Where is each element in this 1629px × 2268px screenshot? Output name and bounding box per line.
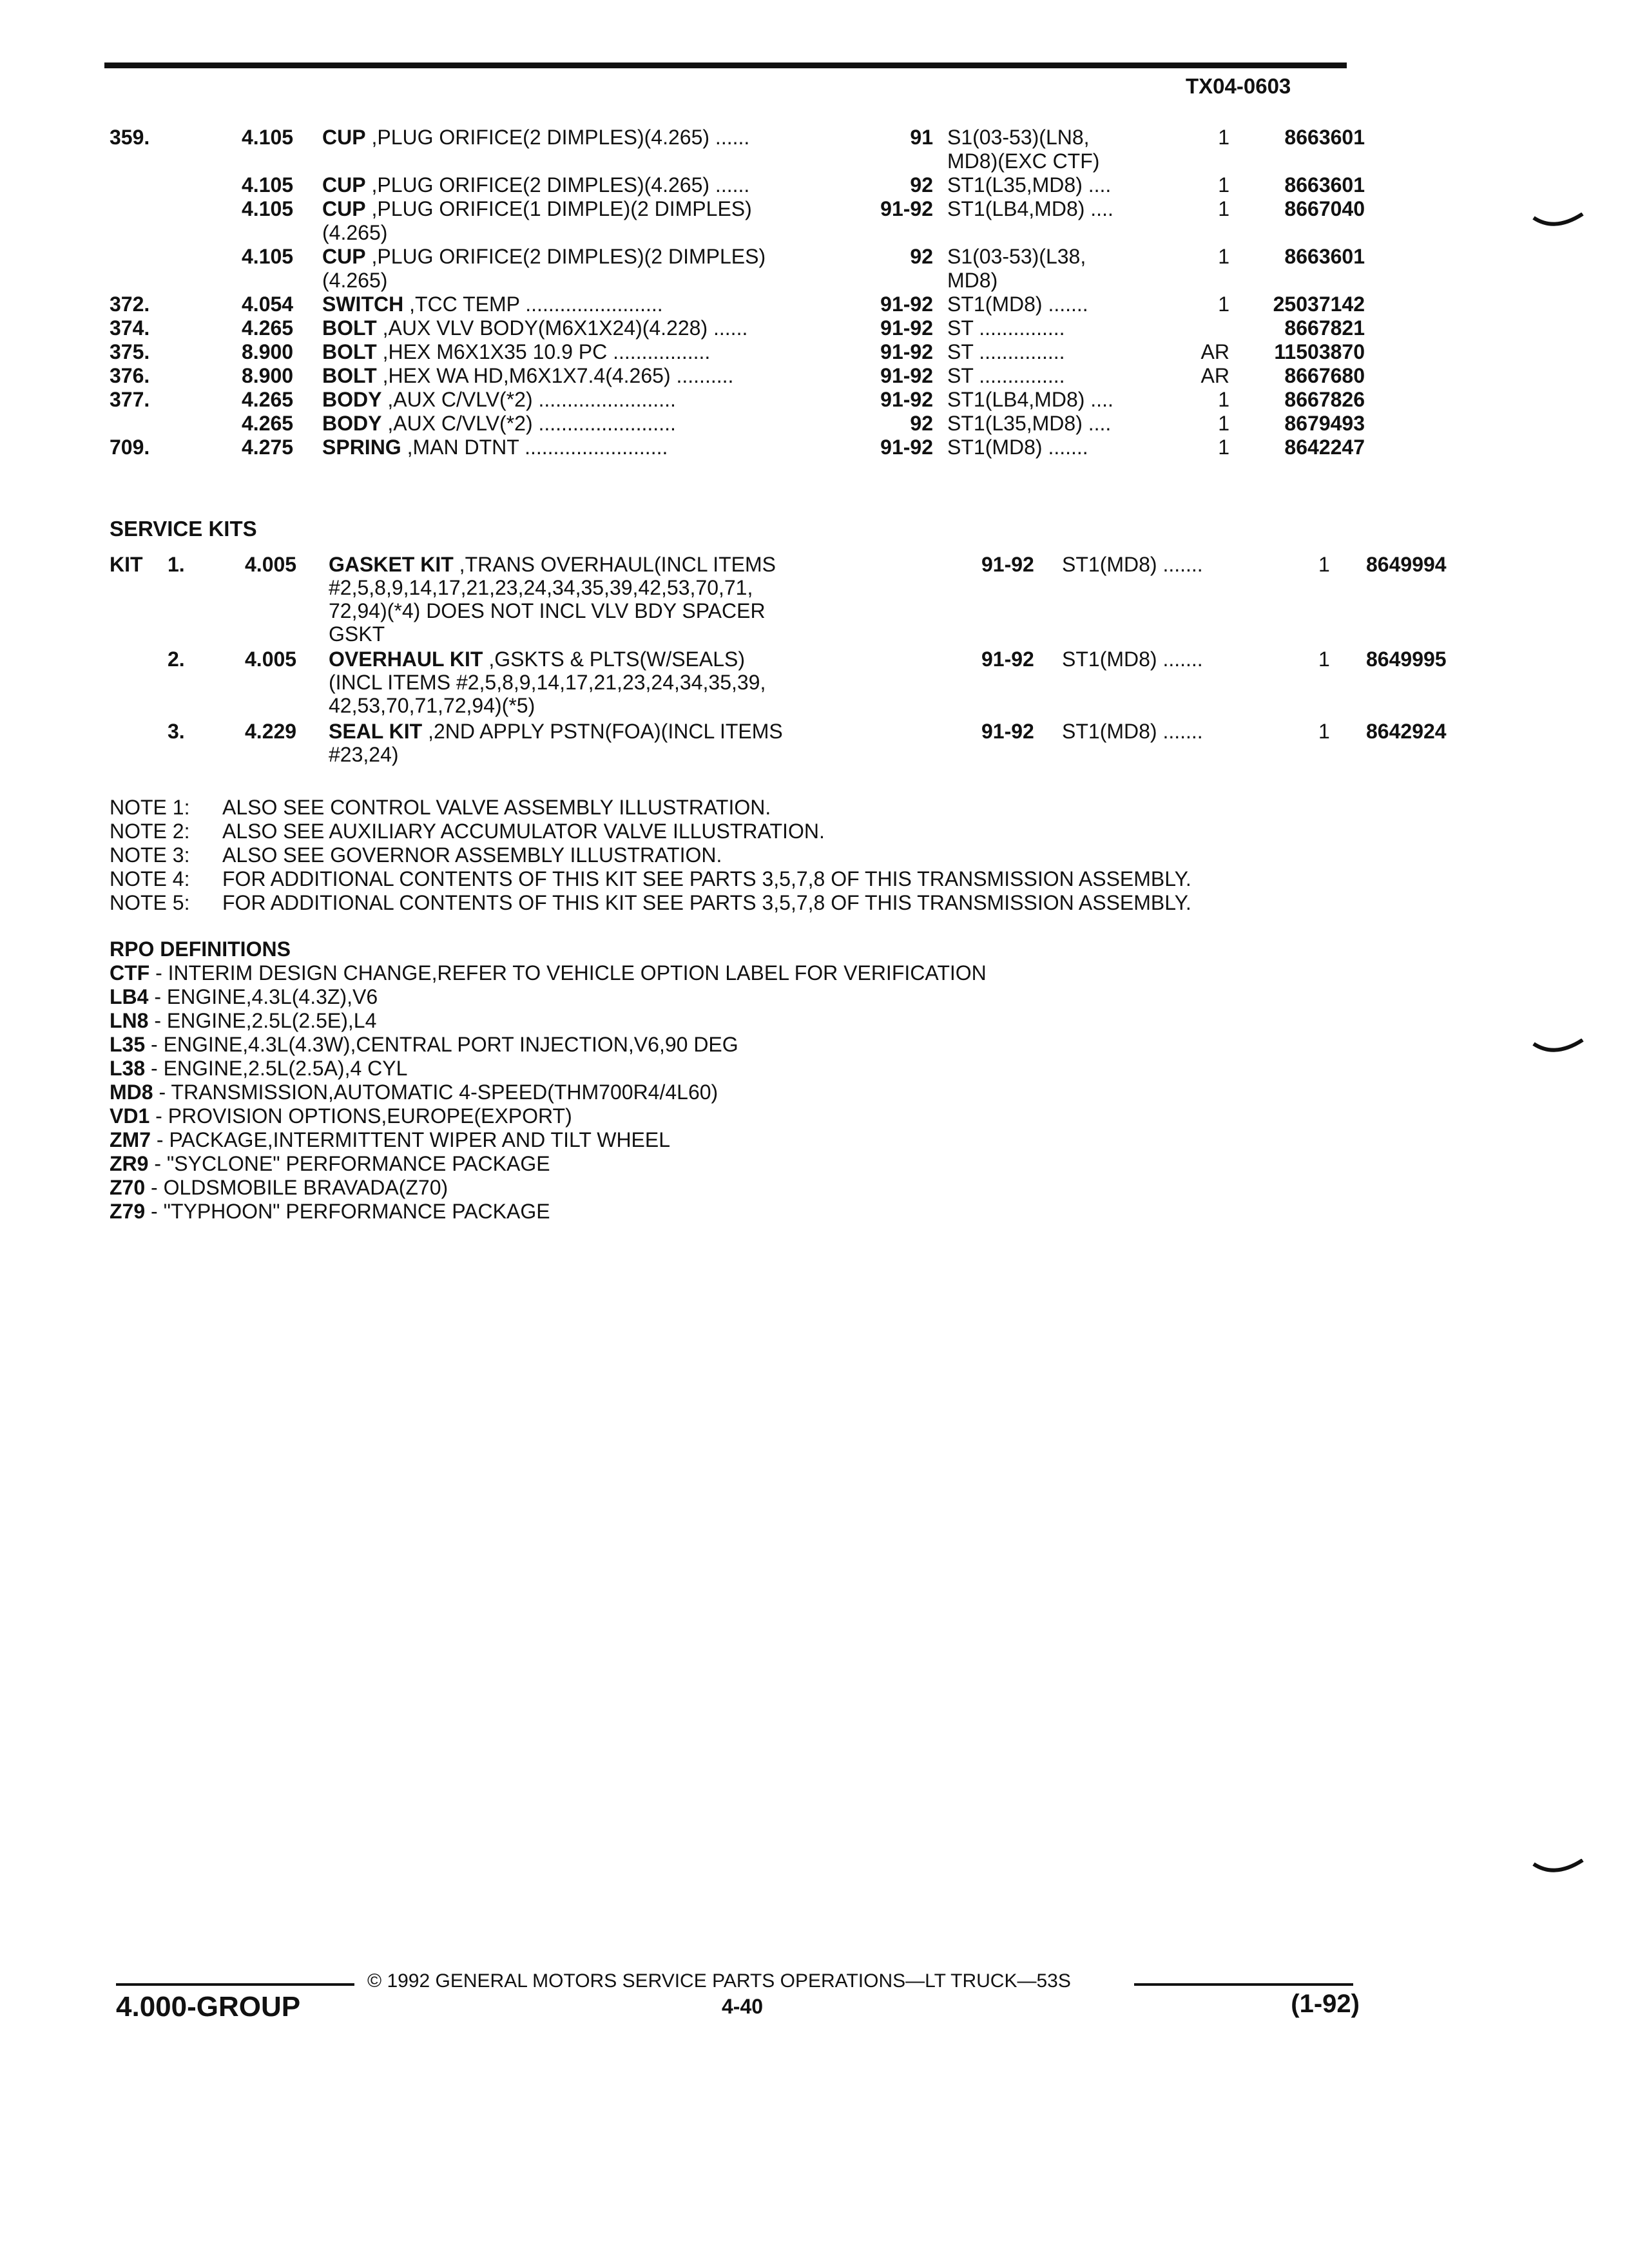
note-label: NOTE 4: [110,867,190,890]
description-continued: (4.265) [322,221,388,244]
item-number: 377. [110,388,150,411]
part-detail: ,PLUG ORIFICE(2 DIMPLES)(4.265) ...... [371,126,750,149]
quantity: AR [1200,364,1229,387]
group-number: 4.105 [242,126,294,149]
model-years: 91-92 [880,316,933,340]
model-years: 91-92 [880,364,933,387]
model-years: 92 [910,245,933,268]
quantity: 1 [1218,197,1229,220]
kit-row [110,720,1447,767]
part-row [110,126,1373,173]
part-description [322,293,663,316]
part-description [322,173,749,197]
rpo-code: ZR9 [110,1152,149,1175]
rpo-item [110,1152,987,1176]
part-name: BOLT [322,364,377,387]
quantity: 1 [1318,648,1330,671]
quantity: 1 [1318,720,1330,743]
binder-mark [1532,1039,1584,1057]
model-years: 92 [910,412,933,435]
part-row [110,388,1373,412]
note-text: ALSO SEE CONTROL VALVE ASSEMBLY ILLUSTRATION. [222,796,771,819]
application: ST1(MD8) ....... [1062,720,1203,743]
kit-number: 3. [168,720,185,743]
part-description [322,364,733,388]
rpo-item [110,985,987,1009]
application-continued: MD8) [947,269,998,292]
part-number: 8663601 [1284,126,1365,149]
group-number: 4.275 [242,436,294,459]
kit-name: GASKET KIT [329,553,454,576]
quantity: 1 [1318,553,1330,576]
part-number: 8667680 [1284,364,1365,387]
service-kits-title: SERVICE KITS [110,517,257,541]
model-years: 91-92 [880,436,933,459]
kit-description [329,648,745,671]
application: ST1(MD8) ....... [947,293,1088,316]
part-description [322,340,710,364]
application: ST ............... [947,316,1065,340]
kit-description-line: GSKT [329,622,385,646]
kit-detail: ,TRANS OVERHAUL(INCL ITEMS [459,553,776,576]
application: S1(03-53)(L38, [947,245,1086,268]
model-years: 91-92 [880,340,933,363]
note-label: NOTE 5: [110,891,190,914]
part-name: CUP [322,197,366,220]
model-years: 91-92 [981,648,1034,671]
quantity: 1 [1218,173,1229,197]
application-continued: MD8)(EXC CTF) [947,149,1100,173]
part-number: 11503870 [1274,340,1365,363]
part-description [322,316,747,340]
footer-rule [116,1983,354,1986]
rpo-code: VD1 [110,1104,150,1128]
quantity: 1 [1218,412,1229,435]
rpo-item [110,1081,987,1104]
rpo-text: - TRANSMISSION,AUTOMATIC 4-SPEED(THM700R4/4L60) [153,1081,718,1104]
item-number: 376. [110,364,150,387]
rpo-definitions [110,937,987,1224]
note-text: ALSO SEE GOVERNOR ASSEMBLY ILLUSTRATION. [222,843,722,867]
application: ST ............... [947,340,1065,363]
part-name: CUP [322,245,366,268]
footer-rule [1134,1983,1353,1986]
application: ST1(LB4,MD8) .... [947,388,1113,411]
rpo-item [110,1104,987,1128]
rpo-code: Z79 [110,1200,146,1223]
kit-name: OVERHAUL KIT [329,648,483,671]
part-name: BODY [322,412,382,435]
item-number: 709. [110,436,150,459]
model-years: 91-92 [880,293,933,316]
model-years: 91 [910,126,933,149]
kit-number: 2. [168,648,185,671]
rpo-item [110,1009,987,1033]
kit-name: SEAL KIT [329,720,423,743]
part-detail: ,TCC TEMP ........................ [409,293,663,316]
part-number: 8667826 [1284,388,1365,411]
part-row [110,293,1373,316]
item-number: 374. [110,316,150,340]
part-name: BOLT [322,340,377,363]
rpo-item [110,1176,987,1200]
kit-description-line: 72,94)(*4) DOES NOT INCL VLV BDY SPACER [329,599,766,622]
note-text: ALSO SEE AUXILIARY ACCUMULATOR VALVE ILLUSTRATION. [222,820,825,843]
part-detail: ,HEX M6X1X35 10.9 PC ................. [382,340,711,363]
application: ST1(MD8) ....... [1062,648,1203,671]
kit-row [110,648,1447,720]
part-name: SPRING [322,436,401,459]
rpo-item [110,1128,987,1152]
rpo-code: Z70 [110,1176,146,1199]
part-detail: ,PLUG ORIFICE(1 DIMPLE)(2 DIMPLES) [371,197,752,220]
application: ST1(LB4,MD8) .... [947,197,1113,220]
rpo-text: - "SYCLONE" PERFORMANCE PACKAGE [148,1152,550,1175]
kit-description [329,553,776,576]
group-number: 4.105 [242,245,294,268]
note-text: FOR ADDITIONAL CONTENTS OF THIS KIT SEE PARTS 3,5,7,8 OF THIS TRANSMISSION ASSEMBLY. [222,867,1191,890]
part-description [322,197,752,221]
kit-detail: ,GSKTS & PLTS(W/SEALS) [488,648,746,671]
kit-label: KIT [110,553,143,576]
note-label: NOTE 1: [110,796,190,819]
part-number: 8649995 [1366,648,1447,671]
part-description [322,436,668,459]
kit-description [329,720,783,743]
part-detail: ,AUX VLV BODY(M6X1X24)(4.228) ...... [382,316,748,340]
part-detail: ,AUX C/VLV(*2) ........................ [387,412,676,435]
application: ST ............... [947,364,1065,387]
kit-row [110,553,1447,648]
group-number: 4.105 [242,197,294,220]
note-text: FOR ADDITIONAL CONTENTS OF THIS KIT SEE PARTS 3,5,7,8 OF THIS TRANSMISSION ASSEMBLY. [222,891,1191,914]
rpo-item [110,961,987,985]
group-number: 4.005 [245,648,297,671]
model-years: 91-92 [880,197,933,220]
rpo-code: LN8 [110,1009,149,1032]
part-number: 8667821 [1284,316,1365,340]
model-years: 92 [910,173,933,197]
rpo-title: RPO DEFINITIONS [110,937,291,961]
quantity: 1 [1218,245,1229,268]
rpo-code: L38 [110,1057,146,1080]
rpo-text: - INTERIM DESIGN CHANGE,REFER TO VEHICLE OPTION LABEL FOR VERIFICATION [149,961,987,985]
part-row [110,412,1373,436]
rpo-text: - "TYPHOON" PERFORMANCE PACKAGE [145,1200,550,1223]
part-row [110,436,1373,459]
group-number: 4.265 [242,388,294,411]
quantity: AR [1200,340,1229,363]
note-label: NOTE 2: [110,820,190,843]
part-row [110,173,1373,197]
kit-description-line: #23,24) [329,743,399,766]
kit-number: 1. [168,553,185,576]
group-number: 4.265 [242,412,294,435]
part-detail: ,PLUG ORIFICE(2 DIMPLES)(2 DIMPLES) [371,245,766,268]
part-detail: ,AUX C/VLV(*2) ........................ [387,388,676,411]
rpo-text: - ENGINE,2.5L(2.5E),L4 [148,1009,377,1032]
group-number: 4.005 [245,553,297,576]
service-kits-list [110,553,1447,767]
model-years: 91-92 [981,553,1034,576]
part-name: SWITCH [322,293,404,316]
rpo-item [110,1033,987,1057]
rpo-code: MD8 [110,1081,153,1104]
application: ST1(L35,MD8) .... [947,412,1112,435]
note-label: NOTE 3: [110,843,190,867]
part-number: 8649994 [1366,553,1447,576]
application: ST1(MD8) ....... [1062,553,1203,576]
top-rule [104,62,1347,68]
group-number: 4.105 [242,173,294,197]
item-number: 372. [110,293,150,316]
part-description [322,412,676,436]
rpo-item [110,1057,987,1081]
part-detail: ,HEX WA HD,M6X1X7.4(4.265) .......... [382,364,734,387]
part-number: 25037142 [1273,293,1365,316]
group-number: 4.229 [245,720,297,743]
part-name: CUP [322,126,366,149]
application: S1(03-53)(LN8, [947,126,1090,149]
part-name: BOLT [322,316,377,340]
rpo-text: - PROVISION OPTIONS,EUROPE(EXPORT) [149,1104,572,1128]
binder-mark [1532,213,1584,231]
model-years: 91-92 [880,388,933,411]
part-name: BODY [322,388,382,411]
rpo-code: LB4 [110,985,149,1008]
kit-description-line: (INCL ITEMS #2,5,8,9,14,17,21,23,24,34,35,39, [329,671,766,694]
application: ST1(MD8) ....... [947,436,1088,459]
kit-description-line: 42,53,70,71,72,94)(*5) [329,694,535,717]
part-row [110,197,1373,245]
revision-date: (1-92) [1291,1990,1360,2018]
page-number: 4-40 [722,1995,764,2018]
binder-mark [1532,1859,1584,1877]
quantity: 1 [1218,126,1229,149]
item-number: 375. [110,340,150,363]
item-number: 359. [110,126,150,149]
group-number: 4.265 [242,316,294,340]
part-row [110,316,1373,340]
part-number: 8679493 [1284,412,1365,435]
group-number: 8.900 [242,364,294,387]
parts-list [110,126,1373,459]
part-name: CUP [322,173,366,197]
rpo-text: - OLDSMOBILE BRAVADA(Z70) [145,1176,448,1199]
part-number: 8663601 [1284,245,1365,268]
part-detail: ,PLUG ORIFICE(2 DIMPLES)(4.265) ...... [371,173,750,197]
part-number: 8667040 [1284,197,1365,220]
quantity: 1 [1218,293,1229,316]
part-number: 8642247 [1284,436,1365,459]
copyright-notice: © 1992 GENERAL MOTORS SERVICE PARTS OPERATIONS—LT TRUCK—53S [367,1970,1071,1992]
rpo-text: - ENGINE,4.3L(4.3Z),V6 [148,985,378,1008]
part-description [322,245,766,269]
rpo-text: - ENGINE,2.5L(2.5A),4 CYL [145,1057,408,1080]
model-years: 91-92 [981,720,1034,743]
rpo-item [110,1200,987,1224]
part-row [110,364,1373,388]
part-number: 8642924 [1366,720,1447,743]
application: ST1(L35,MD8) .... [947,173,1112,197]
part-detail: ,MAN DTNT ......................... [407,436,668,459]
rpo-code: L35 [110,1033,146,1056]
rpo-code: ZM7 [110,1128,151,1151]
quantity: 1 [1218,388,1229,411]
group-number: 4.054 [242,293,294,316]
part-row [110,340,1373,364]
part-number: 8663601 [1284,173,1365,197]
kit-detail: ,2ND APPLY PSTN(FOA)(INCL ITEMS [428,720,783,743]
description-continued: (4.265) [322,269,388,292]
kit-description-line: #2,5,8,9,14,17,21,23,24,34,35,39,42,53,70,71, [329,576,753,599]
group-label: 4.000-GROUP [116,1991,301,2023]
group-number: 8.900 [242,340,294,363]
quantity: 1 [1218,436,1229,459]
rpo-code: CTF [110,961,150,985]
rpo-text: - ENGINE,4.3L(4.3W),CENTRAL PORT INJECTION,V6,90 DEG [145,1033,738,1056]
rpo-text: - PACKAGE,INTERMITTENT WIPER AND TILT WHEEL [151,1128,671,1151]
part-description [322,388,676,412]
part-row [110,245,1373,293]
doc-code: TX04-0603 [1186,74,1291,98]
part-description [322,126,749,149]
